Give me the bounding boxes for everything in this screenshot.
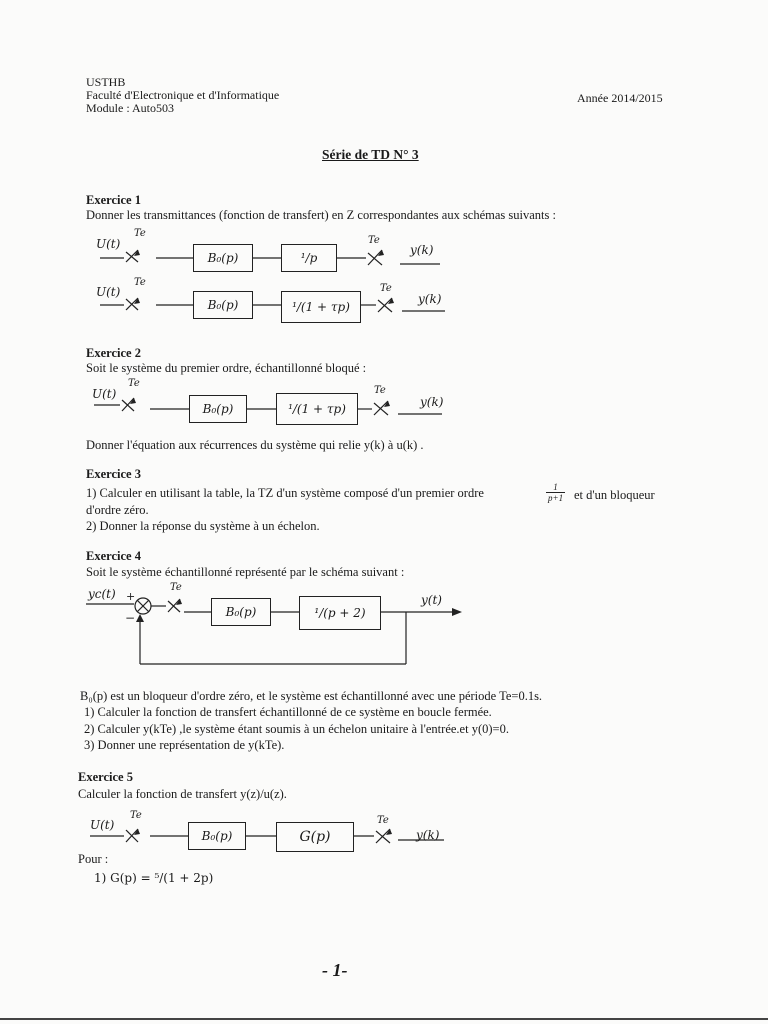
- ex3-frac-den: p+1: [548, 493, 564, 503]
- d1-output-label: y(k): [410, 243, 434, 257]
- ex2-b0-block: B₀(p): [189, 395, 247, 423]
- ex5-heading: Exercice 5: [78, 770, 133, 784]
- d2-te1-label: Te: [134, 277, 146, 288]
- ex4-q2: 2) Calculer y(kTe) ,le système étant soumis à un échelon unitaire à l'entrée.et y(0)=0.: [84, 722, 509, 736]
- ex4-g-block: ¹/(p + 2): [299, 596, 381, 630]
- header-module: Module : Auto503: [86, 101, 175, 115]
- d2-b0-block: B₀(p): [193, 291, 253, 319]
- ex5-output-label: y(k): [416, 828, 440, 842]
- ex2-g-block: ¹/(1 + τp): [276, 393, 358, 425]
- d2-input-label: U(t): [96, 285, 121, 299]
- ex5-g-block: G(p): [276, 822, 354, 852]
- d1-g-block: ¹/p: [281, 244, 337, 272]
- page-number: - 1-: [322, 960, 348, 980]
- ex4-b0-block: B₀(p): [211, 598, 271, 626]
- ex5-text: Calculer la fonction de transfert y(z)/u(z).: [78, 787, 287, 801]
- ex4-output-label: y(t): [421, 593, 442, 607]
- ex2-input-label: U(t): [92, 387, 117, 401]
- ex5-pour: Pour :: [78, 852, 109, 866]
- d1-input-label: U(t): [96, 237, 121, 251]
- ex2-te2-label: Te: [374, 385, 386, 396]
- ex4-q1: 1) Calculer la fonction de transfert échantillonné de ce système en boucle fermée.: [84, 705, 492, 719]
- d2-te2-label: Te: [380, 283, 392, 294]
- ex2-output-label: y(k): [420, 395, 444, 409]
- ex5-input-label: U(t): [90, 818, 115, 832]
- ex3-q2: 2) Donner la réponse du système à un échelon.: [86, 519, 320, 533]
- ex4-heading: Exercice 4: [86, 549, 141, 563]
- ex2-text: Soit le système du premier ordre, échantillonné bloqué :: [86, 361, 367, 375]
- ex3-q1b: et d'un bloqueur: [574, 488, 655, 502]
- ex2-heading: Exercice 2: [86, 346, 141, 360]
- ex2-question: Donner l'équation aux récurrences du système qui relie y(k) à u(k) .: [86, 438, 424, 452]
- d1-te2-label: Te: [368, 235, 380, 246]
- header-faculty: Faculté d'Electronique et d'Informatique: [86, 88, 280, 102]
- ex3-frac-num: 1: [546, 482, 565, 493]
- page-title: Série de TD N° 3: [322, 147, 419, 162]
- ex4-input-label: yc(t): [88, 587, 116, 601]
- d2-output-label: y(k): [418, 292, 442, 306]
- ex3-heading: Exercice 3: [86, 467, 141, 481]
- ex5-te1-label: Te: [130, 810, 142, 821]
- d1-b0-block: B₀(p): [193, 244, 253, 272]
- ex2-te1-label: Te: [128, 378, 140, 389]
- ex3-q1a: 1) Calculer en utilisant la table, la TZ d'un système composé d'un premier ordre: [86, 486, 484, 500]
- d1-te1-label: Te: [134, 228, 146, 239]
- ex4-desc: B₀(p) est un bloqueur d'ordre zéro, et le système est échantillonné avec une période Te=0.1s.: [80, 689, 543, 703]
- d2-g-block: ¹/(1 + τp): [281, 291, 361, 323]
- ex1-heading: Exercice 1: [86, 193, 141, 207]
- ex5-q1: 1) G(p) = ⁵/(1 + 2p): [94, 871, 214, 885]
- ex4-q3: 3) Donner une représentation de y(kTe).: [84, 738, 285, 752]
- ex5-te2-label: Te: [377, 815, 389, 826]
- ex4-text: Soit le système échantillonné représenté par le schéma suivant :: [86, 565, 405, 579]
- header-year: Année 2014/2015: [577, 91, 663, 105]
- ex4-plus-sign: +: [126, 590, 136, 603]
- ex4-minus-sign: −: [125, 611, 136, 625]
- ex4-te-label: Te: [170, 582, 182, 593]
- header-institution: USTHB: [86, 75, 126, 89]
- ex5-b0-block: B₀(p): [188, 822, 246, 850]
- ex3-q1c: d'ordre zéro.: [86, 503, 149, 517]
- ex1-text: Donner les transmittances (fonction de transfert) en Z correspondantes aux schémas suivants :: [86, 208, 556, 222]
